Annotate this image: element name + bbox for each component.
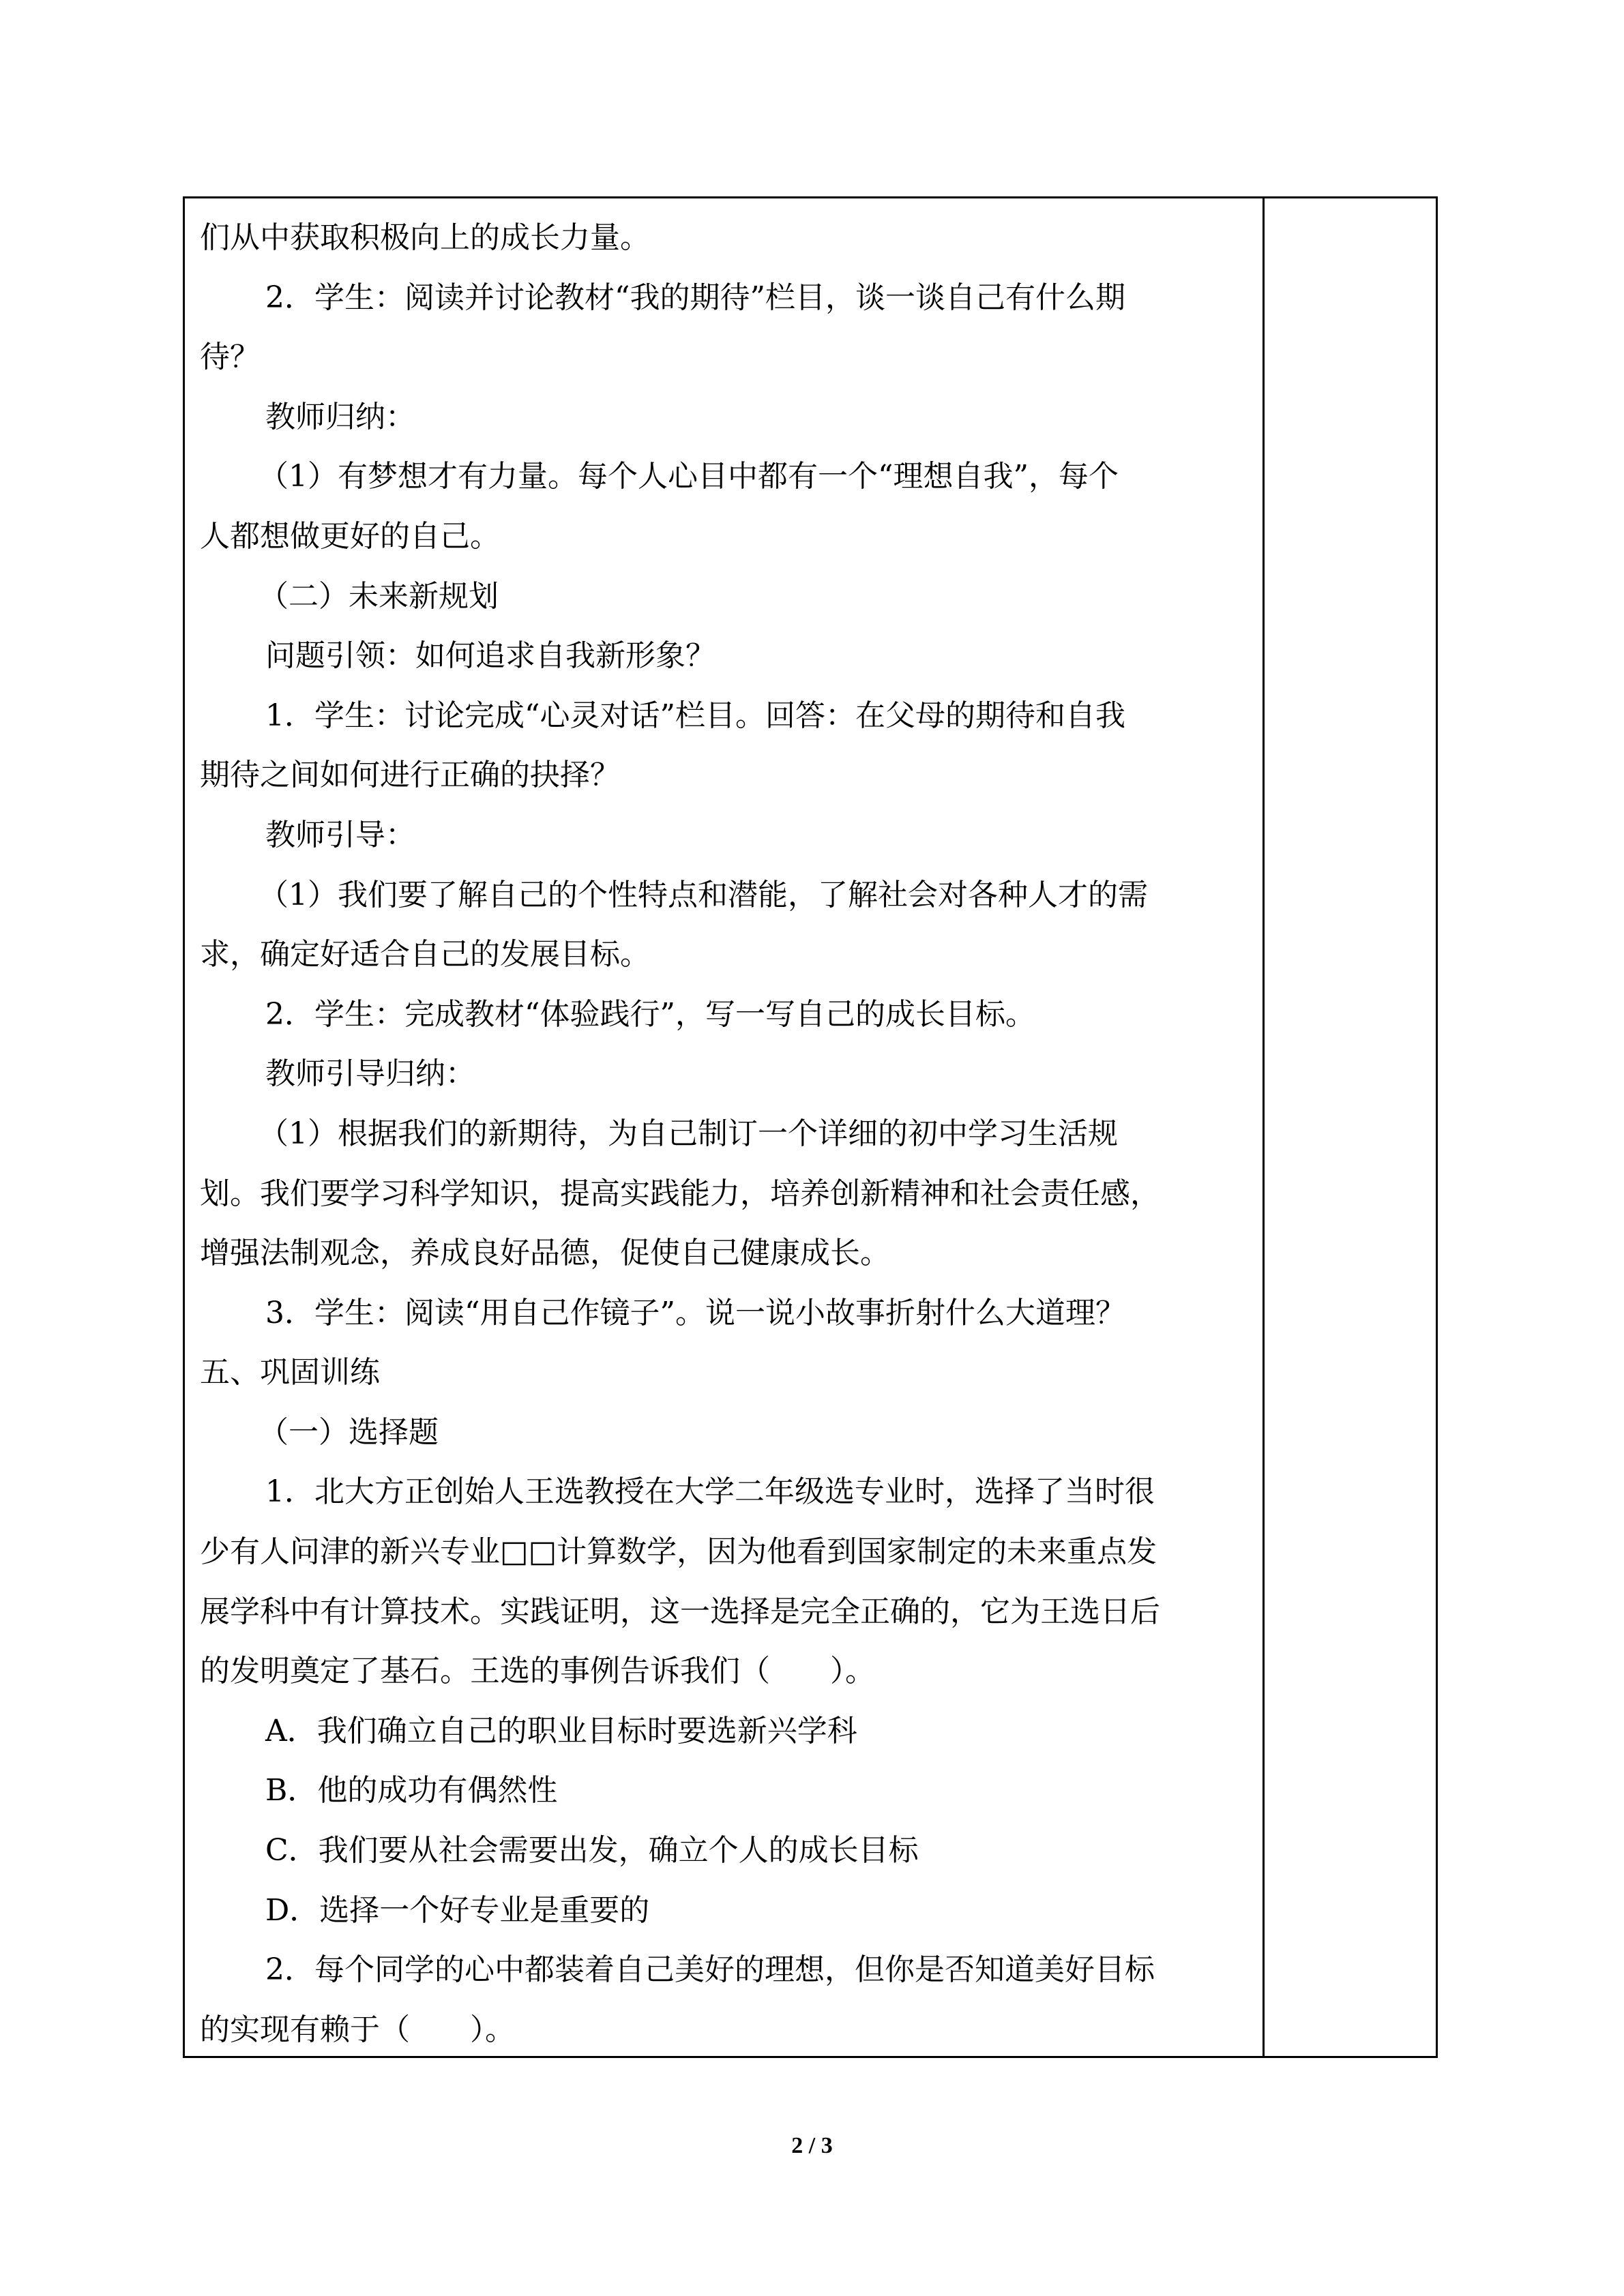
text-line: 3．学生：阅读“用自己作镜子”。说一说小故事折射什么大道理？ xyxy=(265,1295,1125,1330)
text-line: （二）未来新规划 xyxy=(259,578,499,614)
text-line: 2．学生：完成教材“体验践行”，写一写自己的成长目标。 xyxy=(265,996,1035,1032)
lesson-table xyxy=(183,196,1438,2058)
text-line: B．他的成功有偶然性 xyxy=(265,1773,558,1808)
text-line: 教师引导： xyxy=(265,817,415,852)
text-line: 的发明奠定了基石。王选的事例告诉我们（ ）。 xyxy=(200,1654,875,1689)
text-line: A．我们确立自己的职业目标时要选新兴学科 xyxy=(265,1713,857,1748)
text-line: （一）选择题 xyxy=(259,1414,439,1450)
text-line: 人都想做更好的自己。 xyxy=(200,518,500,554)
text-line: 求，确定好适合自己的发展目标。 xyxy=(200,937,650,972)
text-line: 待？ xyxy=(200,340,260,375)
text-line: 教师归纳： xyxy=(265,399,415,434)
text-line: 划。我们要学习科学知识，提高实践能力，培养创新精神和社会责任感， xyxy=(200,1176,1160,1211)
text-line: D．选择一个好专业是重要的 xyxy=(265,1892,650,1928)
text-line: 1．北大方正创始人王选教授在大学二年级选专业时，选择了当时很 xyxy=(265,1474,1155,1510)
text-line: 增强法制观念，养成良好品德，促使自己健康成长。 xyxy=(200,1236,890,1271)
text-line: C．我们要从社会需要出发，确立个人的成长目标 xyxy=(265,1833,919,1868)
text-line: 1．学生：讨论完成“心灵对话”栏目。回答：在父母的期待和自我 xyxy=(265,698,1125,733)
content-cell xyxy=(200,208,1250,2059)
text-line: 2．学生：阅读并讨论教材“我的期待”栏目，谈一谈自己有什么期 xyxy=(265,280,1125,315)
text-line: 期待之间如何进行正确的抉择？ xyxy=(200,758,620,793)
text-line: 2．每个同学的心中都装着自己美好的理想，但你是否知道美好目标 xyxy=(265,1952,1155,1988)
page-number: 2 / 3 xyxy=(791,2133,833,2158)
text-line: 问题引领：如何追求自我新形象？ xyxy=(265,638,715,674)
text-line: 们从中获取积极向上的成长力量。 xyxy=(200,220,650,255)
text-line: （1）我们要了解自己的个性特点和潜能，了解社会对各种人才的需 xyxy=(259,877,1148,912)
text-line: 五、巩固训练 xyxy=(200,1355,380,1390)
text-line: 教师引导归纳： xyxy=(265,1056,475,1092)
notes-cell xyxy=(1265,198,1436,2056)
text-line: 展学科中有计算技术。实践证明，这一选择是完全正确的，它为王选日后 xyxy=(200,1594,1160,1629)
text-line: 的实现有赖于（ ）。 xyxy=(200,2012,515,2047)
text-line: 少有人问津的新兴专业□□计算数学，因为他看到国家制定的未来重点发 xyxy=(200,1534,1157,1570)
text-line: （1）有梦想才有力量。每个人心目中都有一个“理想自我”，每个 xyxy=(259,459,1119,494)
text-line: （1）根据我们的新期待，为自己制订一个详细的初中学习生活规 xyxy=(259,1116,1118,1151)
